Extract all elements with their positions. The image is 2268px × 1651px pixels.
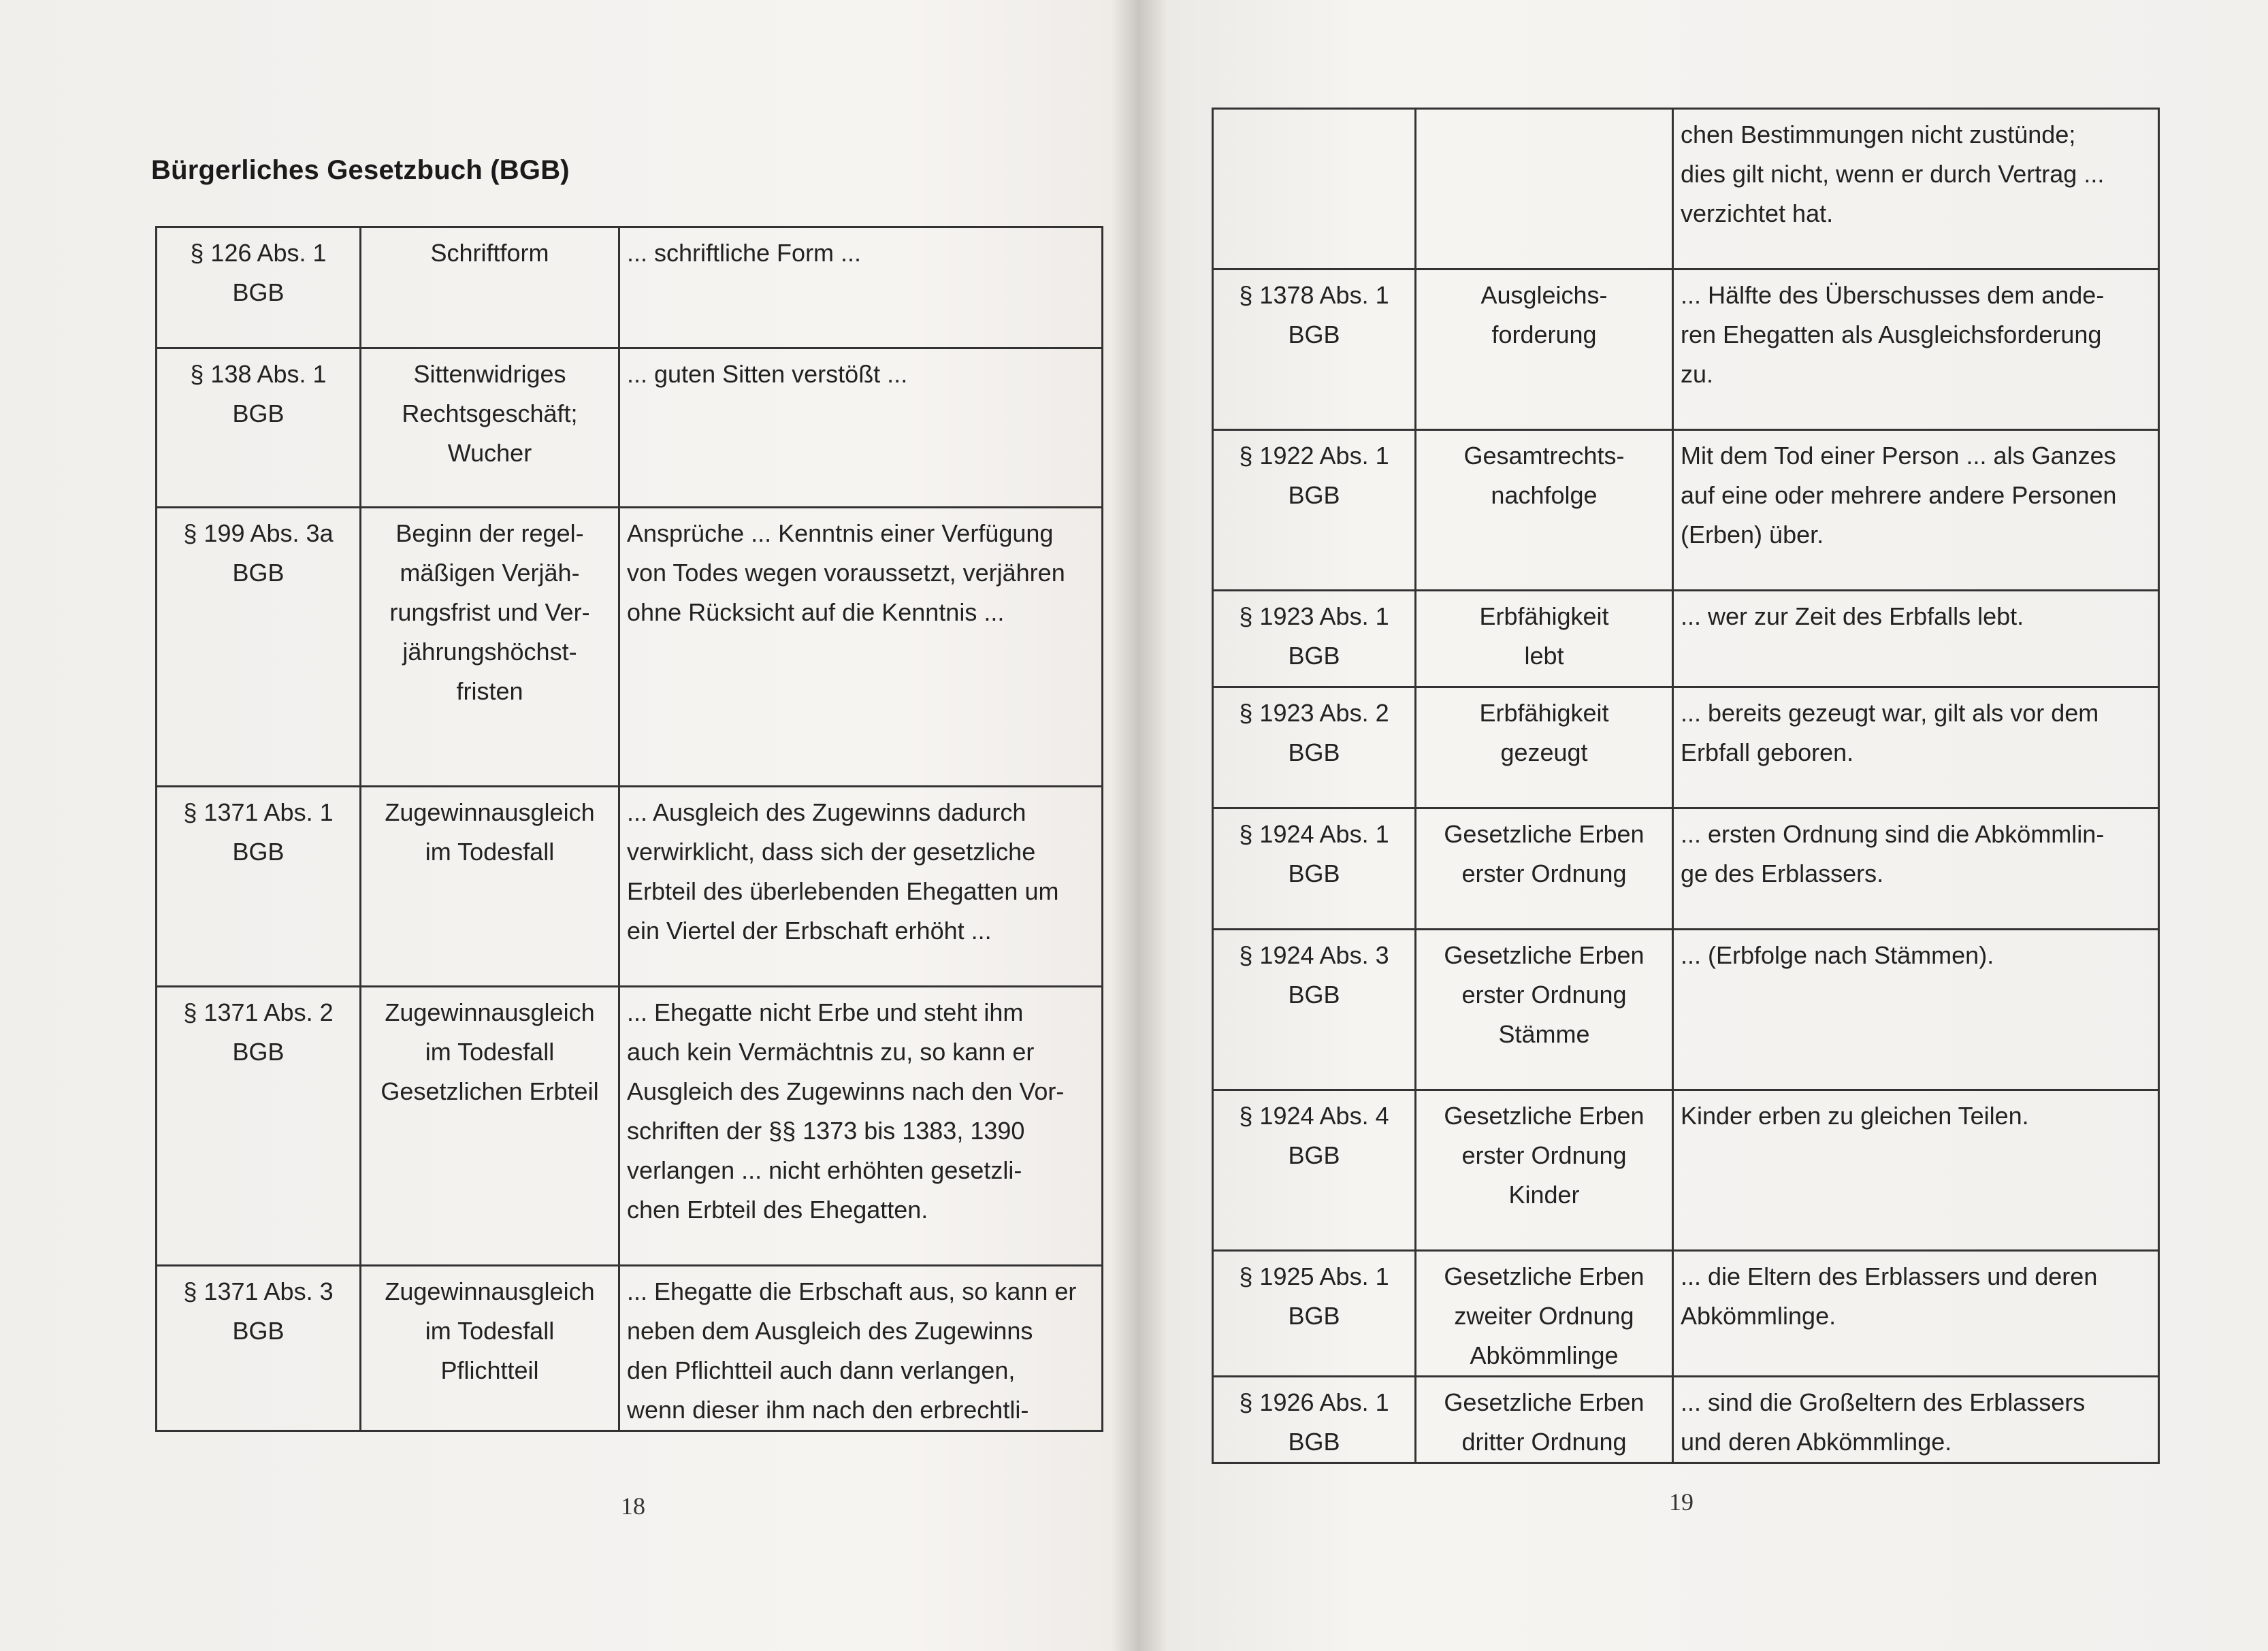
table-row [1213, 687, 2159, 808]
paragraph-text: Kinder erben zu gleichen Teilen. [1673, 1090, 2159, 1251]
paragraph-title [1416, 109, 1673, 269]
table-row [1213, 109, 2159, 269]
paragraph-ref: § 1378 Abs. 1 BGB [1213, 269, 1416, 430]
paragraph-title: Zugewinnausgleich im Todesfall [361, 787, 619, 987]
paragraph-title: Ausgleichs- forderung [1416, 269, 1673, 430]
paragraph-ref: § 199 Abs. 3a BGB [157, 508, 361, 787]
paragraph-title: Gesetzliche Erben erster Ordnung Stämme [1416, 930, 1673, 1090]
table-row [157, 508, 1103, 787]
table-row [1213, 1251, 2159, 1377]
paragraph-ref: § 1926 Abs. 1 BGB [1213, 1377, 1416, 1463]
paragraph-text: ... Ehegatte die Erbschaft aus, so kann er neben dem Ausgleich des Zugewinns den Pflichtteil auch dann verlangen, wenn dieser ihm nach den erbrechtli- [619, 1266, 1103, 1431]
paragraph-title: Erbfähigkeit gezeugt [1416, 687, 1673, 808]
paragraph-title: Gesetzliche Erben zweiter Ordnung Abkömmlinge [1416, 1251, 1673, 1377]
paragraph-ref: § 1924 Abs. 3 BGB [1213, 930, 1416, 1090]
paragraph-text: ... sind die Großeltern des Erblassers und deren Abkömmlinge. [1673, 1377, 2159, 1463]
paragraph-ref [1213, 109, 1416, 269]
paragraph-text: ... Hälfte des Überschusses dem ande- ren Ehegatten als Ausgleichsforderung zu. [1673, 269, 2159, 430]
paragraph-text: Mit dem Tod einer Person ... als Ganzes auf eine oder mehrere andere Personen (Erben) über. [1673, 430, 2159, 591]
paragraph-ref: § 1924 Abs. 1 BGB [1213, 808, 1416, 930]
table-row [157, 227, 1103, 348]
paragraph-text: Ansprüche ... Kenntnis einer Verfügung von Todes wegen voraussetzt, verjähren ohne Rücksicht auf die Kenntnis ... [619, 508, 1103, 787]
section-heading: Bürgerliches Gesetzbuch (BGB) [151, 155, 570, 185]
paragraph-text: ... die Eltern des Erblassers und deren Abkömmlinge. [1673, 1251, 2159, 1377]
page-number: 18 [621, 1492, 645, 1520]
paragraph-title: Zugewinnausgleich im Todesfall Pflichtteil [361, 1266, 619, 1431]
paragraph-ref: § 1924 Abs. 4 BGB [1213, 1090, 1416, 1251]
paragraph-ref: § 1371 Abs. 2 BGB [157, 987, 361, 1266]
table-row [1213, 591, 2159, 687]
paragraph-ref: § 126 Abs. 1 BGB [157, 227, 361, 348]
table-row [1213, 269, 2159, 430]
paragraph-ref: § 1923 Abs. 1 BGB [1213, 591, 1416, 687]
paragraph-title: Gesetzliche Erben erster Ordnung Kinder [1416, 1090, 1673, 1251]
paragraph-title: Erbfähigkeit lebt [1416, 591, 1673, 687]
law-table-right [1212, 108, 2160, 1464]
paragraph-text: ... (Erbfolge nach Stämmen). [1673, 930, 2159, 1090]
paragraph-text: ... wer zur Zeit des Erbfalls lebt. [1673, 591, 2159, 687]
law-table-left [155, 226, 1103, 1432]
paragraph-title: Gesetzliche Erben dritter Ordnung [1416, 1377, 1673, 1463]
paragraph-title: Schriftform [361, 227, 619, 348]
table-row [1213, 808, 2159, 930]
paragraph-ref: § 1923 Abs. 2 BGB [1213, 687, 1416, 808]
table-row [157, 1266, 1103, 1431]
left-page [0, 0, 1133, 1651]
paragraph-text: ... bereits gezeugt war, gilt als vor dem Erbfall geboren. [1673, 687, 2159, 808]
paragraph-title: Gesamtrechts- nachfolge [1416, 430, 1673, 591]
paragraph-ref: § 1922 Abs. 1 BGB [1213, 430, 1416, 591]
paragraph-ref: § 1371 Abs. 1 BGB [157, 787, 361, 987]
table-row [1213, 1090, 2159, 1251]
table-row [157, 787, 1103, 987]
paragraph-ref: § 1371 Abs. 3 BGB [157, 1266, 361, 1431]
page-number: 19 [1669, 1488, 1694, 1516]
paragraph-text: ... schriftliche Form ... [619, 227, 1103, 348]
paragraph-text: ... ersten Ordnung sind die Abkömmlin- ge des Erblassers. [1673, 808, 2159, 930]
table-row [1213, 930, 2159, 1090]
paragraph-title: Gesetzliche Erben erster Ordnung [1416, 808, 1673, 930]
paragraph-text: chen Bestimmungen nicht zustünde; dies gilt nicht, wenn er durch Vertrag ... verzichtet hat. [1673, 109, 2159, 269]
paragraph-title: Sittenwidriges Rechtsgeschäft; Wucher [361, 348, 619, 508]
paragraph-title: Zugewinnausgleich im Todesfall Gesetzlichen Erbteil [361, 987, 619, 1266]
table-row [1213, 1377, 2159, 1463]
table-row [157, 987, 1103, 1266]
paragraph-title: Beginn der regel- mäßigen Verjäh- rungsfrist und Ver- jährungshöchst- fristen [361, 508, 619, 787]
paragraph-text: ... Ehegatte nicht Erbe und steht ihm auch kein Vermächtnis zu, so kann er Ausgleich des Zugewinns nach den Vor- schriften der §§ 1373 bis 1383, 1390 verlangen ... nicht erhöhten gesetzli- chen Erbteil des Ehegatten. [619, 987, 1103, 1266]
table-row [1213, 430, 2159, 591]
paragraph-ref: § 1925 Abs. 1 BGB [1213, 1251, 1416, 1377]
paragraph-text: ... Ausgleich des Zugewinns dadurch verwirklicht, dass sich der gesetzliche Erbteil des überlebenden Ehegatten um ein Viertel der Erbschaft erhöht ... [619, 787, 1103, 987]
right-page [1157, 0, 2268, 1651]
paragraph-ref: § 138 Abs. 1 BGB [157, 348, 361, 508]
paragraph-text: ... guten Sitten verstößt ... [619, 348, 1103, 508]
table-row [157, 348, 1103, 508]
